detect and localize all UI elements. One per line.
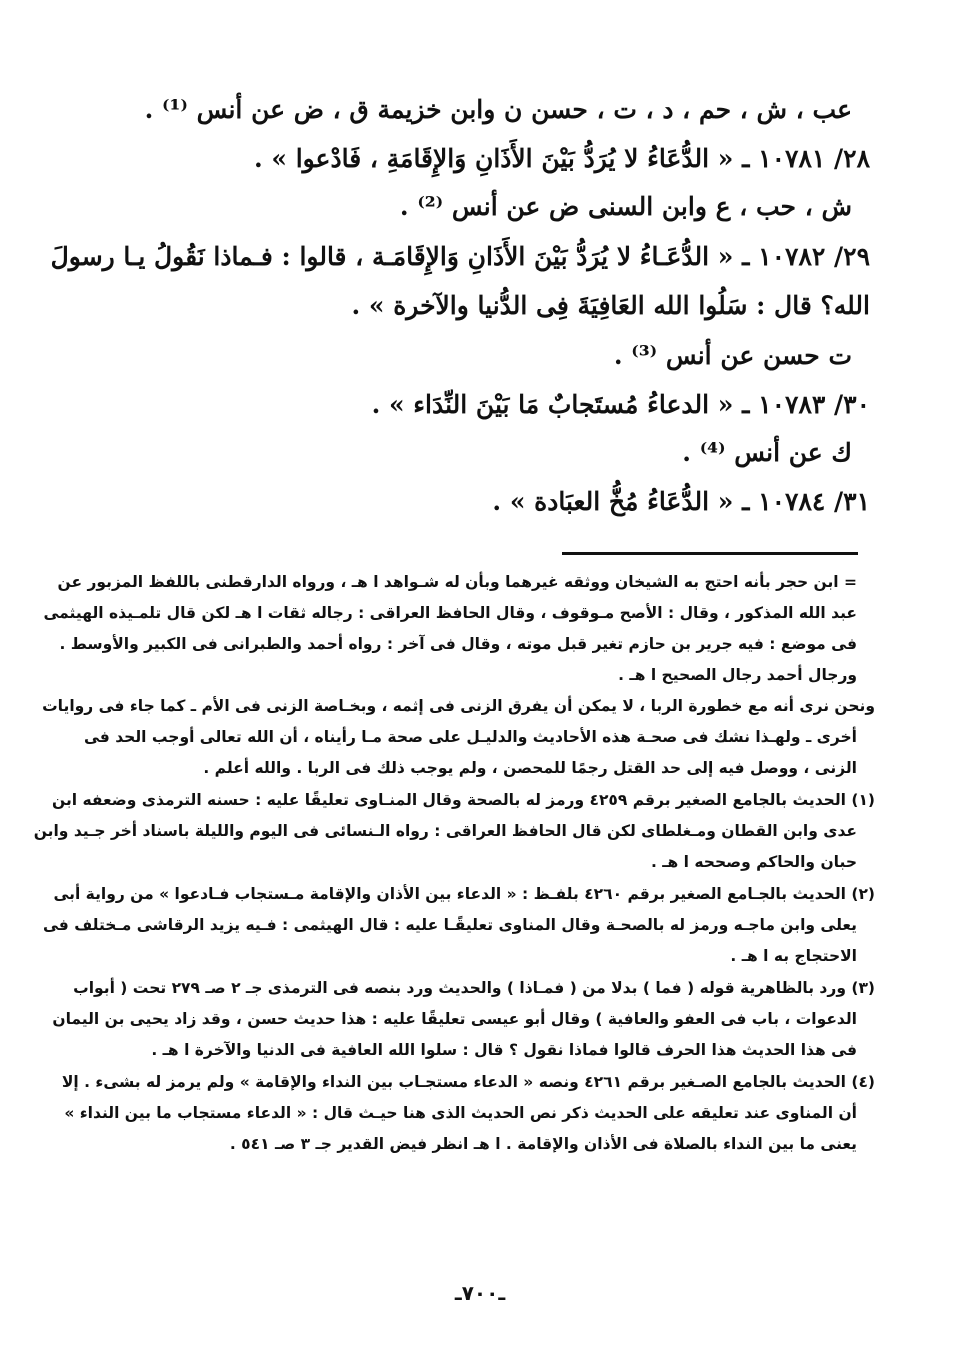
footnote-continuation-line: ورجال أحمد رجال الصحيح ا هـ . [618, 666, 857, 684]
footnote-4: (٤) الحديث بالجامع الصـغير برقم ٤٢٦١ ونصه « الدعاء مستجـاب بين النداء والإقامة » ولم يرمز له بشىء . إلا [61, 1073, 875, 1091]
footnote-continuation-line: = ابن حجر بأنه احتج به الشيخان ووثقه غيرهما وبأن له شـواهد ا هـ ، ورواه الدارقطنى باللفظ المزبور عن [57, 573, 857, 591]
editor-note-line: الزنى ، ووصل فيه إلى حد القتل رجمًا للمحصن ، ولم يوجب ذلك فى الربا . والله أعلم . [203, 759, 857, 777]
editor-note-line: أخرى ـ ولهـذا نشك فى صحـة هذه الأحاديث والدليـل على صحة مـا رأيناه ، أن الله تعالى أوجب الحد فى [83, 728, 857, 746]
footnote-1-line: حبان والحاكم وصححه ا هـ . [650, 853, 857, 871]
footnote-continuation-line: فى موضع : فيه جرير بن حازم تغير قبل موته ، وقال فى آخر : رواه أحمد والطبرانى فى الكبير والأوسط . [59, 635, 857, 653]
hadith-entry-10782: ٢٩/ ١٠٧٨٢ ـ « الدُّعَـاءُ لا يُرَدُّ بَيْنَ الأَذَانِ وَالإِقَامَـة ، قالوا : فـماذا نَقُولُ يـا رسولَ [50, 242, 870, 271]
hadith-entry-10784: ٣١/ ١٠٧٨٤ ـ « الدُّعَاءُ مُخُّ العبَادة » . [492, 487, 870, 516]
footnote-3: (٣) ورد بالظاهرية قوله ( فما ) بدلا من ( فمـاذا ) والحديث ورد بنصه فى الترمذى جـ ٢ صـ ٢٧٩ تحت ( أبواب [73, 979, 875, 997]
hadith-source-line-2: ش ، حب ، ع وابن السنى ض عن أنس ⁽²⁾ . [399, 192, 852, 221]
page-number: ـ٧٠٠ـ [454, 1281, 506, 1305]
footnote-3-line: الدعوات ، باب فى العفو والعافية ) وقال أبو عيسى تعليقًا عليه : هذا حديث حسن ، وقد زاد يحيى بن اليمان [52, 1010, 857, 1028]
footnote-continuation-line: عبد الله المذكور ، وقال : الأصح مـوقوف ، وقال الحافظ العراقى : رجاله ثقات ا هـ لكن قال تلمـيذه الهيثمى [43, 604, 857, 622]
hadith-entry-10782-continued: الله؟ قال : سَلُوا الله العَافِيَةَ فِى الدُّنيا والآخرة » . [351, 291, 870, 320]
footnote-2: (٢) الحديث بالجـامع الصغير برقم ٤٢٦٠ بلفـظ : « الدعاء بين الأذان والإقامة مـستجاب فـادعوا » من رواية أبى [53, 885, 875, 903]
footnote-4-line: أن المناوى عند تعليقه على الحديث ذكر نص الحديث الذى هنا حيـث قال : « الدعاء مستجاب ما بين النداء » [64, 1104, 857, 1122]
editor-note-line: ونحن نرى أنه مع خطورة الربا ، لا يمكن أن يفرق الزنى فى إثمه ، وبخـاصة الزنى فى الأم ـ كما جاء فى روايات [42, 697, 875, 715]
hadith-entry-10781: ٢٨/ ١٠٧٨١ ـ « الدُّعَاءُ لا يُرَدُّ بَيْنَ الأَذَانِ وَالإِقَامَةِ ، فَادْعوا » . [253, 144, 870, 173]
hadith-source-line-1: عب ، ش ، حم ، د ، ت ، حسن ن وابن خزيمة ق ، ض عن أنس ⁽¹⁾ . [144, 95, 852, 124]
hadith-source-line-3: ت حسن عن أنس ⁽³⁾ . [613, 341, 852, 370]
footnote-separator [562, 552, 858, 555]
footnote-2-line: الاحتجاج به ا هـ . [730, 947, 857, 965]
footnote-2-line: يعلى وابن ماجـه ورمز له بالصحـة وقال المناوى تعليقًـا عليه : قال الهيثمى : فـيه يزيد الرقاشى مـختلف فى [42, 916, 857, 934]
footnote-1: (١) الحديث بالجامع الصغير برقم ٤٢٥٩ ورمز له بالصحة وقال المنـاوى تعليقًا عليه : حسنه الترمذى وضعفه ابن [52, 791, 875, 809]
footnote-3-line: فى هذا الحديث هذا الحرف قالوا فماذا نقول ؟ قال : سلوا الله العافية فى الدنيا والآخرة ا هـ . [151, 1041, 857, 1059]
footnote-4-line: يعنى ما بين النداء بالصلاة فى الأذان والإقامة . ا هـ انظر فيض القدير جـ ٣ صـ ٥٤١ . [229, 1135, 857, 1153]
hadith-source-line-4: ك عن أنس ⁽⁴⁾ . [682, 438, 852, 467]
hadith-entry-10783: ٣٠/ ١٠٧٨٣ ـ « الدعاءُ مُستَجابٌ مَا بَيْنَ النِّدَاء » . [371, 390, 870, 419]
footnote-1-line: عدى وابن القطان ومـغلطاى لكن قال الحافظ العراقى : رواه الـنسائى فى اليوم والليلة باسناد أخر جـيد وابن [33, 822, 857, 840]
